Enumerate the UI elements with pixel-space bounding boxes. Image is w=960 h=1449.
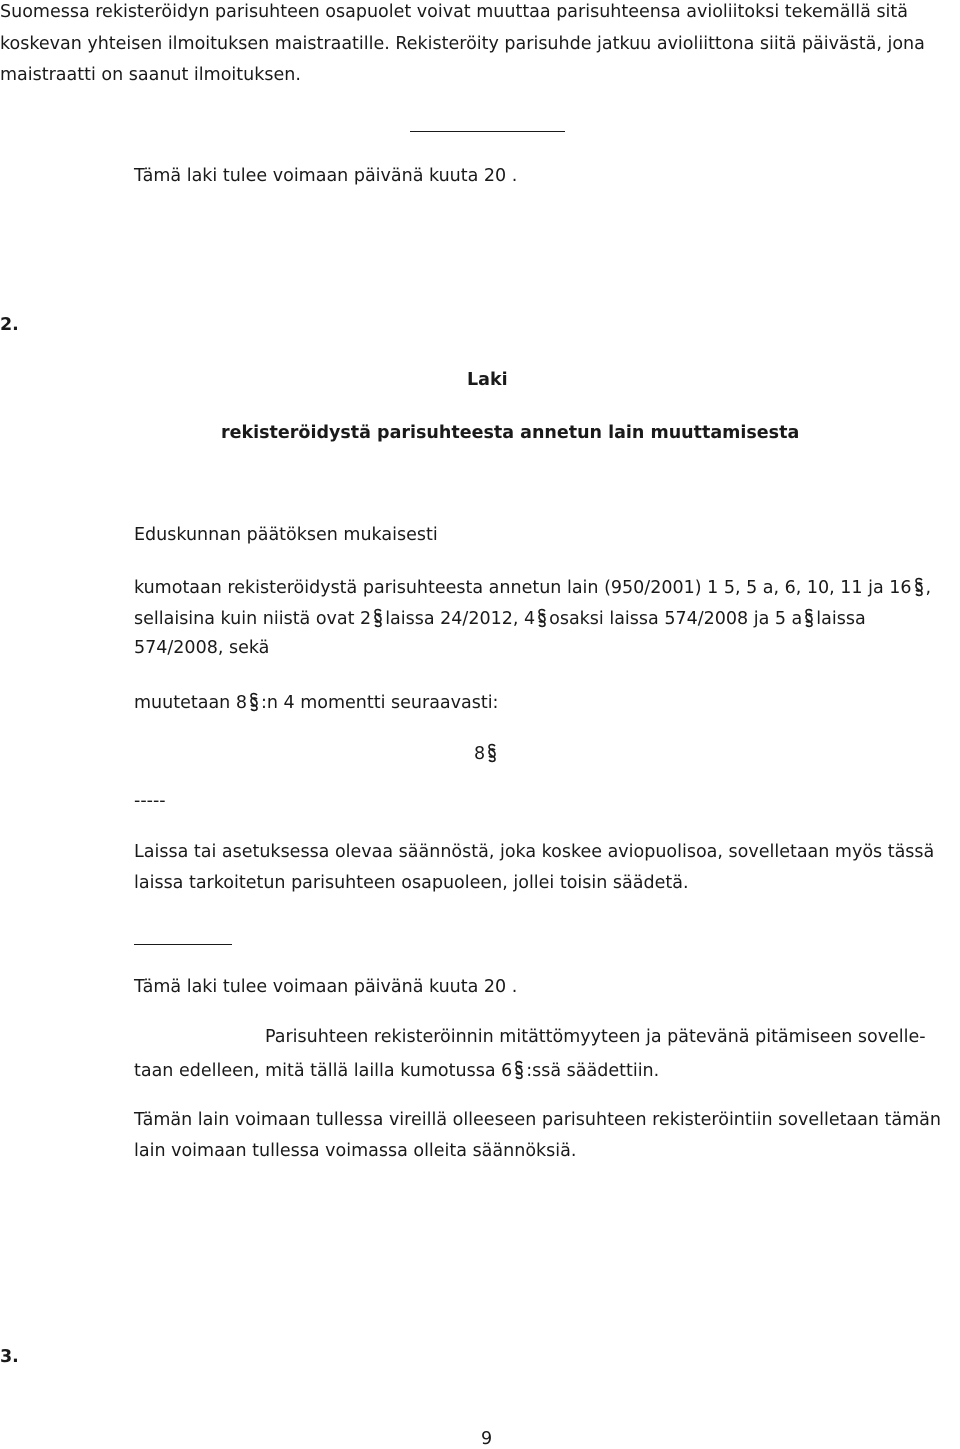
preamble: Eduskunnan päätöksen mukaisesti xyxy=(134,525,438,545)
repeal-line-2-part-a: sellaisina kuin niistä ovat 2 xyxy=(134,609,372,629)
transition-2-line-2: lain voimaan tullessa voimassa olleita säännöksiä. xyxy=(134,1141,577,1161)
law-end-rule xyxy=(410,131,565,132)
repeal-line-1-comma: , xyxy=(925,578,932,598)
amend-part-b: :n 4 momentti seuraavasti: xyxy=(260,693,499,713)
section-sign-icon xyxy=(485,743,499,763)
transition-1-line-1: Parisuhteen rekisteröinnin mitättömyyteen ja pätevänä pitämiseen sovelle- xyxy=(265,1027,926,1047)
transition-1-line-2-part-b: :ssä säädettiin. xyxy=(526,1061,660,1081)
transition-2-line-1: Tämän lain voimaan tullessa vireillä olleeseen parisuhteen rekisteröintiin sovelletaan tämän xyxy=(134,1110,941,1130)
section-8-text-line-2: laissa tarkoitetun parisuhteen osapuoleen, jollei toisin säädetä. xyxy=(134,873,689,893)
section-sign-icon xyxy=(912,577,926,597)
repeal-line-1-text: kumotaan rekisteröidystä parisuhteesta annetun lain (950/2001) 1 5, 5 a, 6, 10, 11 ja 16 xyxy=(134,578,912,598)
repeal-line-2-part-d: laissa xyxy=(816,609,866,629)
amend-line xyxy=(134,692,498,713)
section-number-2: 2. xyxy=(0,315,19,335)
section-number-3: 3. xyxy=(0,1347,19,1367)
section-sign-icon xyxy=(802,608,816,628)
repeal-line-2 xyxy=(134,608,866,629)
section-sign-icon xyxy=(247,692,261,712)
section-sign-icon xyxy=(512,1060,526,1080)
amend-part-a: muutetaan 8 xyxy=(134,693,247,713)
repeal-line-2-part-c: osaksi laissa 574/2008 ja 5 a xyxy=(549,609,803,629)
law-heading: Laki xyxy=(467,370,508,390)
section-8-number: 8 xyxy=(474,744,486,764)
entry-into-force-1: Tämä laki tulee voimaan päivänä kuuta 20 . xyxy=(134,166,518,186)
repeal-line-1 xyxy=(134,577,931,598)
entry-into-force-2: Tämä laki tulee voimaan päivänä kuuta 20 . xyxy=(134,977,518,997)
section-8-heading xyxy=(474,743,499,764)
transition-1-line-2 xyxy=(134,1060,659,1081)
section-sign-icon xyxy=(371,608,385,628)
transition-1-line-2-part-a: taan edelleen, mitä tällä lailla kumotussa 6 xyxy=(134,1061,513,1081)
section-8-text-line-1: Laissa tai asetuksessa olevaa säännöstä, joka koskee aviopuolisoa, sovelletaan myös tässä xyxy=(134,842,935,862)
intro-line-2: koskevan yhteisen ilmoituksen maistraatille. Rekisteröity parisuhde jatkuu avioliittona siitä päivästä, jona xyxy=(0,34,925,54)
section-sign-icon xyxy=(535,608,549,628)
law-subtitle: rekisteröidystä parisuhteesta annetun lain muuttamisesta xyxy=(221,423,800,443)
repeal-line-2-part-b: laissa 24/2012, 4 xyxy=(385,609,536,629)
omission-marker: ----- xyxy=(134,791,166,811)
page-number: 9 xyxy=(481,1429,493,1449)
repeal-line-3: 574/2008, sekä xyxy=(134,638,270,658)
provisions-rule xyxy=(134,944,232,945)
intro-line-1: Suomessa rekisteröidyn parisuhteen osapuolet voivat muuttaa parisuhteensa avioliitoksi tekemällä sitä xyxy=(0,2,909,22)
intro-line-3: maistraatti on saanut ilmoituksen. xyxy=(0,65,301,85)
